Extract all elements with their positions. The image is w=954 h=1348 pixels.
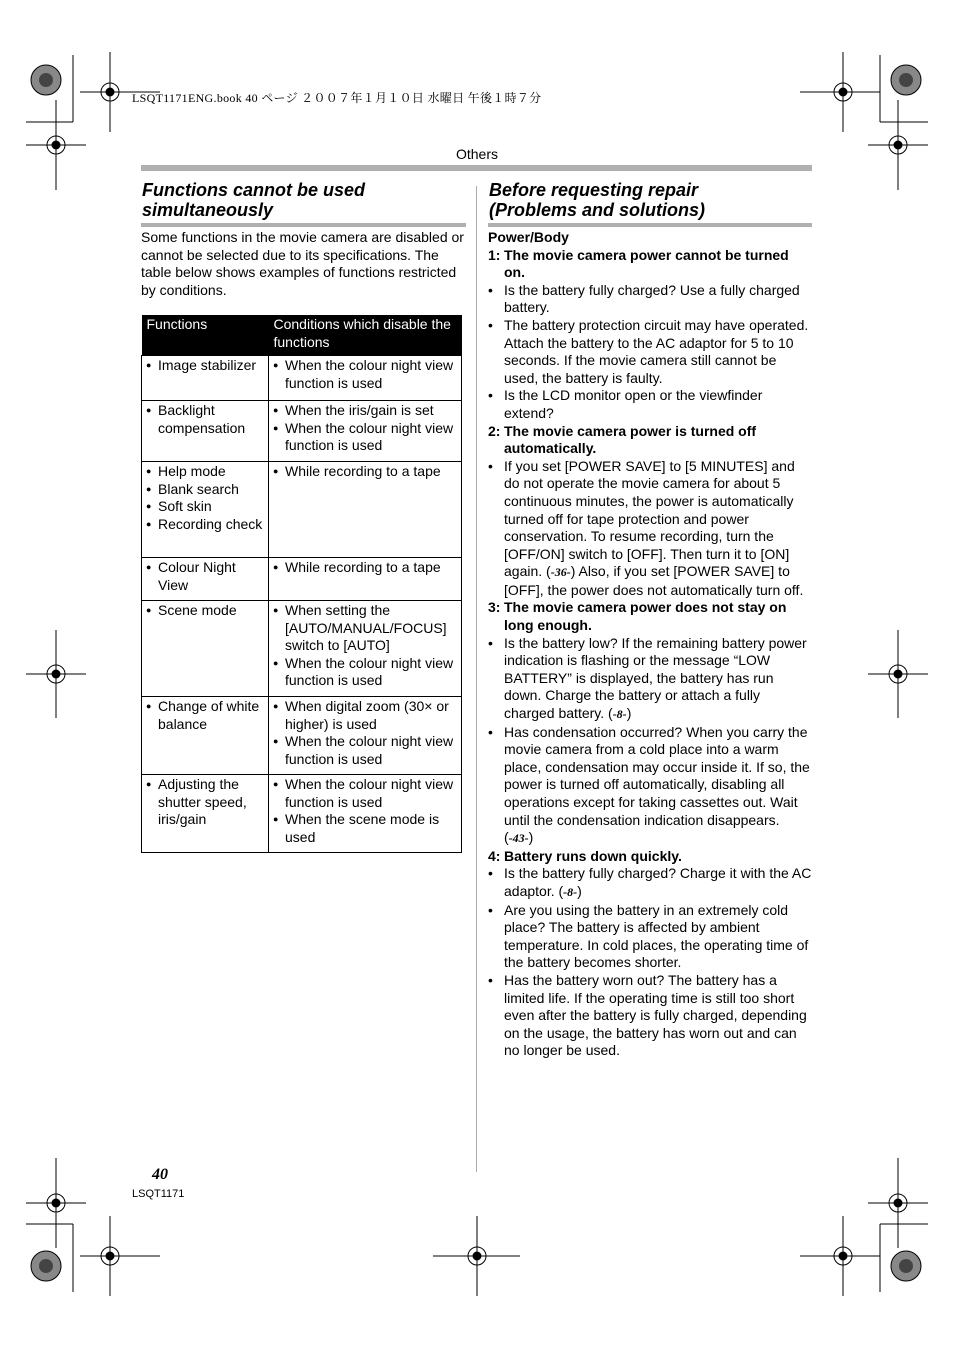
answer-item (488, 635, 812, 724)
conditions-cell (269, 356, 462, 401)
question-text: Battery runs down quickly. (504, 847, 682, 864)
function-item: ● Recording check (146, 516, 264, 534)
crosshair-mark (868, 100, 928, 190)
conditions-cell (269, 697, 462, 775)
star-target-mark (891, 1251, 921, 1281)
intro-paragraph: Some functions in the movie camera are disabled or cannot be selected due to its specifications. The table below shows examples of functions restricted by conditions. (141, 229, 464, 298)
functions-cell (142, 775, 269, 853)
answer-item (488, 724, 812, 848)
answer-item: • Is the battery fully charged? Use a fully charged battery. (488, 282, 812, 317)
condition-item: ● When the colour night view function is used (273, 655, 457, 690)
left-heading-line: Functions cannot be used (142, 180, 366, 200)
function-item: ● Blank search (146, 481, 264, 499)
conditions-cell (269, 558, 462, 601)
condition-item: ● While recording to a tape (273, 559, 457, 577)
conditions-cell (269, 775, 462, 853)
troubleshooting-list (488, 229, 812, 1060)
question-number: 2: (488, 422, 501, 439)
right-heading-rule (488, 223, 812, 227)
function-item: ● Adjusting the shutter speed, iris/gain (146, 776, 264, 829)
answer-item: • The battery protection circuit may have operated. Attach the battery to the AC adaptor for 5 to 10 seconds. If the movie camera still cannot be used, the battery is faulty. (488, 317, 812, 387)
question-text: The movie camera power is turned off automatically. (504, 422, 757, 457)
functions-cell (142, 462, 269, 558)
crosshair-mark (800, 1216, 880, 1296)
table-row (142, 401, 462, 462)
conditions-cell (269, 462, 462, 558)
column-divider (476, 186, 477, 1172)
crosshair-mark (80, 1216, 160, 1296)
condition-item: ● When digital zoom (30× or higher) is used (273, 698, 457, 733)
table-row (142, 462, 462, 558)
left-heading (142, 180, 467, 220)
answer-text: Has condensation occurred? When you carry the movie camera from a cold place into a warm place, condensation may occur inside it. If so, the power is turned off automatically, disabling all operations except for taking cassettes out. Wait until the condensation indication disappears. ( (504, 723, 810, 846)
crosshair-mark (868, 1158, 928, 1248)
condition-item: ● While recording to a tape (273, 463, 457, 481)
question-4 (488, 848, 812, 866)
condition-item: ● When the colour night view function is used (273, 776, 457, 811)
table-row (142, 697, 462, 775)
star-target-mark (891, 65, 921, 95)
conditions-cell (269, 601, 462, 697)
star-target-mark (31, 1251, 61, 1281)
conditions-cell (269, 401, 462, 462)
table-header-row (142, 315, 462, 356)
function-item: ● Help mode (146, 463, 264, 481)
function-item: ● Backlight compensation (146, 402, 264, 437)
answer-text: ) Also, if you set [POWER SAVE] to [OFF], the power does not automatically turn off. (504, 563, 804, 598)
print-header: LSQT1171ENG.book 40 ページ ２００７年１月１０日 水曜日 午後１時７分 (132, 91, 542, 105)
functions-cell (142, 401, 269, 462)
page-number: 40 (152, 1166, 168, 1183)
condition-item: ● When setting the [AUTO/MANUAL/FOCUS] switch to [AUTO] (273, 602, 457, 655)
question-number: 3: (488, 599, 501, 616)
condition-item: ● When the colour night view function is used (273, 357, 457, 392)
answer-text: ) (528, 829, 534, 846)
condition-item: ● When the iris/gain is set (273, 402, 457, 420)
answer-item (488, 458, 812, 600)
left-heading-line: simultaneously (142, 200, 274, 220)
answer-item: • Are you using the battery in an extremely cold place? The battery is affected by ambient temperature. In cold places, the operating time of the battery becomes shorter. (488, 902, 812, 972)
page-reference: -8- (563, 884, 578, 899)
question-1 (488, 247, 812, 282)
functions-cell (142, 697, 269, 775)
condition-item: ● When the scene mode is used (273, 811, 457, 846)
crosshair-mark (868, 630, 928, 718)
question-3 (488, 599, 812, 634)
right-heading-line: (Problems and solutions) (489, 200, 706, 220)
table-row (142, 775, 462, 853)
condition-item: ● When the colour night view function is used (273, 420, 457, 455)
function-item: ● Colour Night View (146, 559, 264, 594)
question-text: The movie camera power cannot be turned on. (504, 246, 789, 281)
question-number: 4: (488, 847, 501, 864)
question-2 (488, 423, 812, 458)
header-conditions: Conditions which disable the functions (269, 315, 462, 356)
answer-text: If you set [POWER SAVE] to [5 MINUTES] and do not operate the movie camera for about 5 continuous minutes, the power is automatically turned off for tape protection and power conservation. To resume recording, turn the [OFF/ON] switch to [OFF]. Then turn it to [ON] again. ( (504, 457, 795, 580)
answer-text: ) (626, 705, 632, 722)
subhead-power-body: Power/Body (488, 229, 569, 245)
function-item: ● Scene mode (146, 602, 264, 620)
functions-cell (142, 601, 269, 697)
top-rule (141, 165, 812, 171)
function-item: ● Soft skin (146, 498, 264, 516)
functions-cell (142, 356, 269, 401)
function-item: ● Change of white balance (146, 698, 264, 733)
page-reference: -8- (612, 707, 627, 722)
restrictions-table (141, 315, 462, 853)
answer-text: ) (577, 882, 582, 899)
table-row (142, 558, 462, 601)
left-heading-rule (141, 223, 466, 227)
answer-text: Is the battery fully charged? Charge it with the AC adaptor. ( (504, 865, 812, 899)
question-text: The movie camera power does not stay on long enough. (504, 599, 787, 634)
function-item: ● Image stabilizer (146, 357, 264, 375)
right-heading (489, 180, 813, 220)
table-row (142, 356, 462, 401)
answer-item: • Has the battery worn out? The battery has a limited life. If the operating time is still too short even after the battery is fully charged, depending on the usage, the battery has worn out and can no longer be used. (488, 972, 812, 1060)
crosshair-mark (433, 1216, 520, 1296)
star-target-mark (31, 65, 61, 95)
page-reference: -36- (550, 565, 571, 580)
page-reference: -43- (508, 831, 529, 846)
section-label: Others (455, 146, 498, 162)
functions-cell (142, 558, 269, 601)
question-number: 1: (488, 246, 501, 263)
table-row (142, 601, 462, 697)
answer-item (488, 865, 812, 901)
answer-text: Is the battery low? If the remaining battery power indication is flashing or the message “LOW BATTERY” is displayed, the battery has run down. Charge the battery or attach a fully charged battery. ( (504, 634, 807, 722)
answer-item: • Is the LCD monitor open or the viewfinder extend? (488, 387, 812, 422)
model-code: LSQT1171 (132, 1188, 185, 1200)
crosshair-mark (26, 1158, 86, 1248)
crosshair-mark (26, 630, 86, 718)
right-heading-line: Before requesting repair (489, 180, 699, 200)
crosshair-mark (800, 52, 880, 132)
crosshair-mark (26, 100, 86, 190)
header-functions: Functions (142, 315, 269, 356)
condition-item: ● When the colour night view function is used (273, 733, 457, 768)
